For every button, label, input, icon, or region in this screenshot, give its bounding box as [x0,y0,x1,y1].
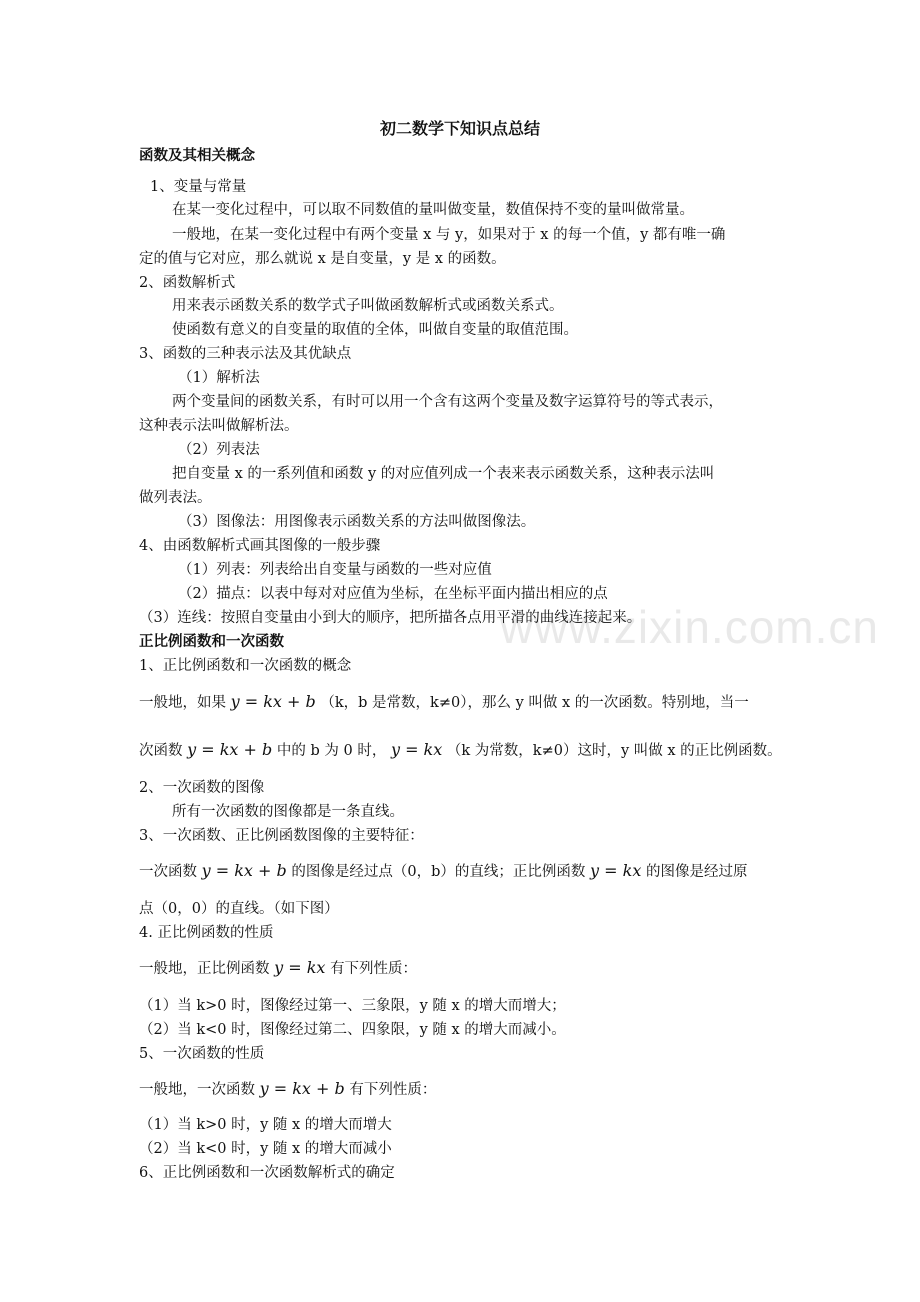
paragraph-line: 点（0，0）的直线。（如下图） [139,901,339,917]
section-heading: 正比例函数和一次函数 [139,633,284,650]
text-run: （k，b 是常数，k≠0），那么 y 叫做 x 的一次函数。特别地，当一 [320,695,749,711]
list-item: （3）连线：按照自变量由小到大的顺序，把所描各点用平滑的曲线连接起来。 [139,610,642,626]
formula-line [139,861,747,882]
page-title: 初二数学下知识点总结 [379,119,540,138]
subheading: 3、函数的三种表示法及其优缺点 [139,346,352,362]
paragraph-line: 这种表示法叫做解析法。 [139,418,299,434]
text-run: 一般地，正比例函数 [139,961,270,977]
text-run: 的图像是经过原 [645,864,748,880]
subheading: 6、正比例函数和一次函数解析式的确定 [139,1165,395,1181]
paragraph-line: 使函数有意义的自变量的取值的全体，叫做自变量的取值范围。 [172,322,578,338]
formula-linear: y = kx + b [259,1079,345,1098]
watermark: www.zixin.com.cn [500,601,879,653]
subheading: 3、一次函数、正比例函数图像的主要特征： [139,828,424,844]
subheading: 5、一次函数的性质 [139,1046,265,1062]
formula-linear: y = kx + b [230,692,316,711]
list-item: （2）当 k<0 时，图像经过第二、四象限，y 随 x 的增大而减小。 [139,1022,566,1038]
paragraph-line: 一般地，在某一变化过程中有两个变量 x 与 y，如果对于 x 的每一个值，y 都有唯一确 [172,227,726,243]
text-run: 中的 b 为 0 时， [276,743,387,759]
list-item: （1）当 k>0 时，y 随 x 的增大而增大 [139,1117,392,1133]
section-heading: 函数及其相关概念 [139,147,255,164]
list-item: （2）列表法 [178,442,260,458]
text-run: 次函数 [139,743,183,759]
subheading: 1、正比例函数和一次函数的概念 [139,658,352,674]
subheading: 4、由函数解析式画其图像的一般步骤 [139,538,381,554]
list-item: （1）当 k>0 时，图像经过第一、三象限，y 随 x 的增大而增大； [139,998,566,1014]
text-run: 的图像是经过点（0，b）的直线；正比例函数 [291,864,586,880]
text-run: 有下列性质： [349,1082,437,1098]
list-item: （3）图像法：用图像表示函数关系的方法叫做图像法。 [178,514,536,530]
text-run: 一次函数 [139,864,197,880]
list-item: （1）解析法 [178,370,260,386]
subheading: 1、变量与常量 [150,179,247,195]
paragraph-line: 把自变量 x 的一系列值和函数 y 的对应值列成一个表来表示函数关系，这种表示法叫 [172,466,715,482]
formula-proportional: y = kx [274,958,326,977]
subheading: 4. 正比例函数的性质 [139,925,274,941]
formula-linear: y = kx + b [187,740,273,759]
formula-line [139,958,417,979]
text-run: 有下列性质： [330,961,418,977]
subheading: 2、函数解析式 [139,275,236,291]
list-item: （1）列表：列表给出自变量与函数的一些对应值 [178,562,492,578]
formula-line [139,1079,436,1100]
formula-linear: y = kx + b [201,861,287,880]
list-item: （2）当 k<0 时，y 随 x 的增大而减小 [139,1141,392,1157]
formula-proportional: y = kx [390,740,443,759]
paragraph-line: 做列表法。 [139,490,212,506]
paragraph-line: 用来表示函数关系的数学式子叫做函数解析式或函数关系式。 [172,298,564,314]
paragraph-line: 所有一次函数的图像都是一条直线。 [172,804,404,820]
formula-line [139,692,749,713]
paragraph-line: 两个变量间的函数关系，有时可以用一个含有这两个变量及数字运算符号的等式表示， [172,394,723,410]
subheading: 2、一次函数的图像 [139,780,265,796]
list-item: （2）描点：以表中每对对应值为坐标，在坐标平面内描出相应的点 [178,586,608,602]
paragraph-line: 定的值与它对应，那么就说 x 是自变量，y 是 x 的函数。 [139,251,506,267]
text-run: 一般地，如果 [139,695,226,711]
formula-proportional: y = kx [590,861,642,880]
paragraph-line: 在某一变化过程中，可以取不同数值的量叫做变量，数值保持不变的量叫做常量。 [172,202,694,218]
formula-line [139,740,782,761]
text-run: （k 为常数，k≠0）这时，y 叫做 x 的正比例函数。 [446,743,782,759]
text-run: 一般地，一次函数 [139,1082,255,1098]
